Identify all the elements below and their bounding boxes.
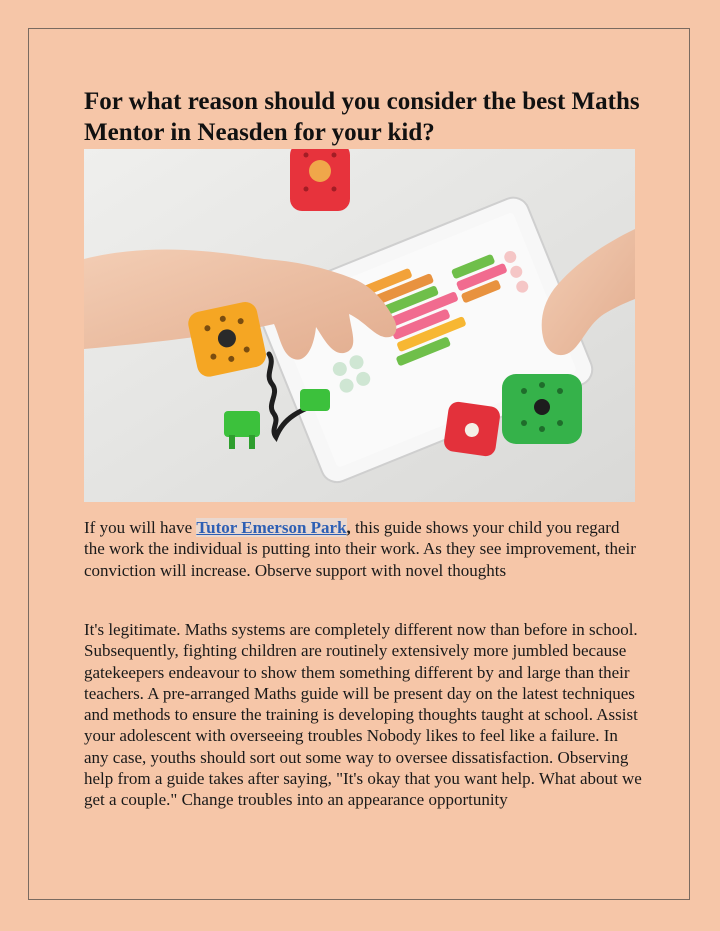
paragraph-intro-after-link: this guide shows your child you regard the work the individual is putting into their work. As they see improvement, their conviction will increase. Observe support with novel thoughts: [84, 518, 636, 580]
paragraph-intro-before-link: If you will have: [84, 518, 197, 537]
page-title: For what reason should you consider the best Maths Mentor in Neasden for your kid?: [84, 88, 640, 146]
red-cube-top: [290, 149, 350, 211]
illustration-photo: [84, 149, 635, 502]
red-cube-bottom: [443, 401, 501, 458]
tutor-emerson-park-link[interactable]: Tutor Emerson Park: [196, 518, 347, 537]
paragraph-intro: [84, 517, 644, 581]
child-tablet-coding-photo: [84, 149, 635, 502]
green-connector-right: [300, 389, 330, 411]
link-comma: ,: [346, 518, 351, 537]
green-cube: [502, 374, 582, 444]
paragraph-body: It's legitimate. Maths systems are completely different now than before in school. Subsequently, fighting children are routinely extensively more jumbled because gatekeepers endeavour to show them something different by and large than their teachers. A pre-arranged Maths guide will be present day on the latest techniques and methods to ensure the training is developing thoughts taught at school. Assist your adolescent with overseeing troubles Nobody likes to feel like a failure. In any case, youths should sort out some way to oversee dissatisfaction. Observing help from a guide takes after saying, "It's okay that you want help. What about we get a couple." Change troubles into an appearance opportunity: [84, 620, 642, 810]
